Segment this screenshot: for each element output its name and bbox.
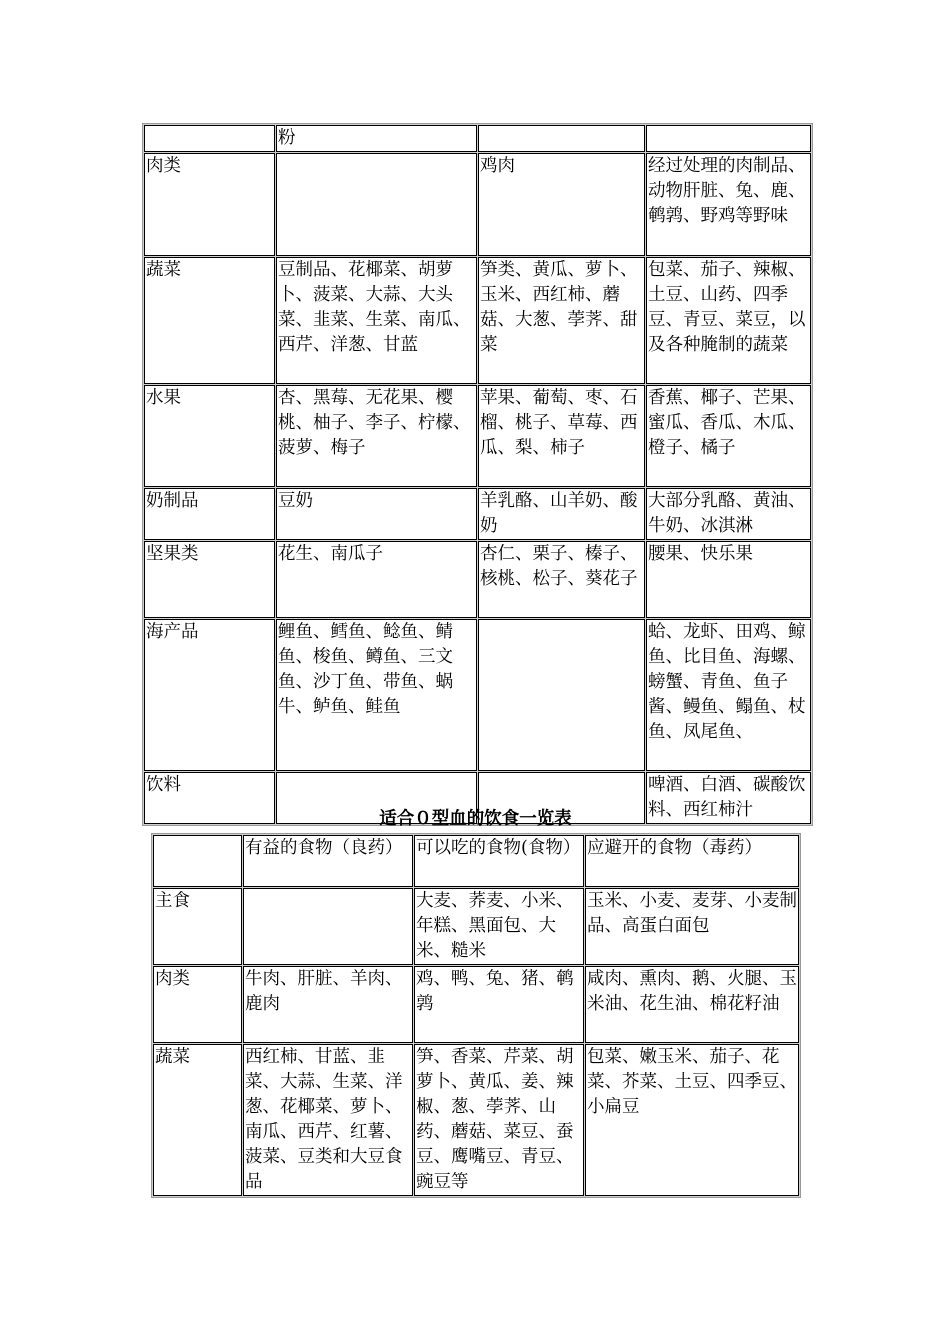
table-row — [153, 966, 799, 1043]
food-list-cell: 牛肉、肝脏、羊肉、鹿肉 — [243, 966, 413, 1043]
food-list-cell: 笋类、黄瓜、萝卜、玉米、西红柿、蘑菇、大葱、荸荠、甜菜 — [478, 257, 645, 384]
table-row — [153, 888, 799, 965]
food-list-cell: 玉米、小麦、麦芽、小麦制品、高蛋白面包 — [585, 888, 799, 965]
food-list-cell: 蛤、龙虾、田鸡、鲸鱼、比目鱼、海螺、螃蟹、青鱼、鱼子酱、鳗鱼、鳎鱼、杖鱼、凤尾鱼、 — [646, 619, 811, 771]
table-row — [144, 257, 811, 384]
food-list-cell: 啤酒、白酒、碳酸饮料、西红柿汁 — [646, 772, 811, 824]
food-list-cell: 粉 — [276, 125, 477, 152]
table-row — [144, 619, 811, 771]
food-list-cell: 包菜、茄子、辣椒、土豆、山药、四季豆、青豆、菜豆，以及各种腌制的蔬菜 — [646, 257, 811, 384]
row-category-cell: 主食 — [153, 888, 242, 965]
column-header-cell: 可以吃的食物(食物） — [414, 835, 584, 887]
row-category-cell: 肉类 — [144, 153, 275, 256]
food-list-cell: 鸡肉 — [478, 153, 645, 256]
food-list-cell — [478, 619, 645, 771]
food-list-cell: 豆制品、花椰菜、胡萝卜、菠菜、大蒜、大头菜、韭菜、生菜、南瓜、西芹、洋葱、甘蓝 — [276, 257, 477, 384]
table-row — [144, 153, 811, 256]
food-list-cell: 西红柿、甘蓝、韭菜、大蒜、生菜、洋葱、花椰菜、萝卜、南瓜、西芹、红薯、菠菜、豆类和大豆食品 — [243, 1044, 413, 1196]
food-list-cell: 香蕉、椰子、芒果、蜜瓜、香瓜、木瓜、橙子、橘子 — [646, 385, 811, 487]
table-caption: 适合０型血的饮食一览表 — [379, 809, 572, 829]
table-row — [153, 1044, 799, 1196]
food-list-cell: 羊乳酪、山羊奶、酸奶 — [478, 488, 645, 540]
food-list-cell: 花生、南瓜子 — [276, 541, 477, 618]
food-list-cell — [478, 125, 645, 152]
row-category-cell — [144, 125, 275, 152]
table-header-row — [153, 835, 799, 887]
food-list-cell — [646, 125, 811, 152]
food-list-cell: 杏仁、栗子、榛子、核桃、松子、葵花子 — [478, 541, 645, 618]
food-list-cell: 腰果、快乐果 — [646, 541, 811, 618]
food-list-cell: 咸肉、熏肉、鹅、火腿、玉米油、花生油、棉花籽油 — [585, 966, 799, 1043]
column-header-cell — [153, 835, 242, 887]
table-row — [144, 488, 811, 540]
row-category-cell: 坚果类 — [144, 541, 275, 618]
food-list-cell: 大麦、荞麦、小米、年糕、黑面包、大米、糙米 — [414, 888, 584, 965]
food-list-cell: 经过处理的肉制品、动物肝脏、兔、鹿、鹌鹑、野鸡等野味 — [646, 153, 811, 256]
column-header-cell: 应避开的食物（毒药） — [585, 835, 799, 887]
row-category-cell: 蔬菜 — [144, 257, 275, 384]
row-category-cell: 海产品 — [144, 619, 275, 771]
diet-table-continued — [142, 123, 813, 826]
diet-table-continued-body — [144, 125, 811, 824]
table-row — [144, 125, 811, 152]
food-list-cell — [243, 888, 413, 965]
type-o-diet-table — [151, 833, 801, 1198]
type-o-diet-table-body — [153, 835, 799, 1196]
food-list-cell: 笋、香菜、芹菜、胡萝卜、黄瓜、姜、辣椒、葱、荸荠、山药、蘑菇、菜豆、蚕豆、鹰嘴豆、青豆、豌豆等 — [414, 1044, 584, 1196]
row-category-cell: 肉类 — [153, 966, 242, 1043]
food-list-cell: 鲤鱼、鳕鱼、鲶鱼、鲭鱼、梭鱼、鳟鱼、三文鱼、沙丁鱼、带鱼、蜗牛、鲈鱼、鲑鱼 — [276, 619, 477, 771]
row-category-cell: 奶制品 — [144, 488, 275, 540]
table-row — [144, 385, 811, 487]
food-list-cell: 杏、黑莓、无花果、樱桃、柚子、李子、柠檬、菠萝、梅子 — [276, 385, 477, 487]
row-category-cell: 水果 — [144, 385, 275, 487]
row-category-cell: 饮料 — [144, 772, 275, 824]
food-list-cell: 包菜、嫩玉米、茄子、花菜、芥菜、土豆、四季豆、小扁豆 — [585, 1044, 799, 1196]
row-category-cell: 蔬菜 — [153, 1044, 242, 1196]
food-list-cell: 豆奶 — [276, 488, 477, 540]
food-list-cell: 苹果、葡萄、枣、石榴、桃子、草莓、西瓜、梨、柿子 — [478, 385, 645, 487]
food-list-cell: 大部分乳酪、黄油、牛奶、冰淇淋 — [646, 488, 811, 540]
food-list-cell: 鸡、鸭、兔、猪、鹌鹑 — [414, 966, 584, 1043]
column-header-cell: 有益的食物（良药） — [243, 835, 413, 887]
food-list-cell — [276, 153, 477, 256]
table-row — [144, 541, 811, 618]
